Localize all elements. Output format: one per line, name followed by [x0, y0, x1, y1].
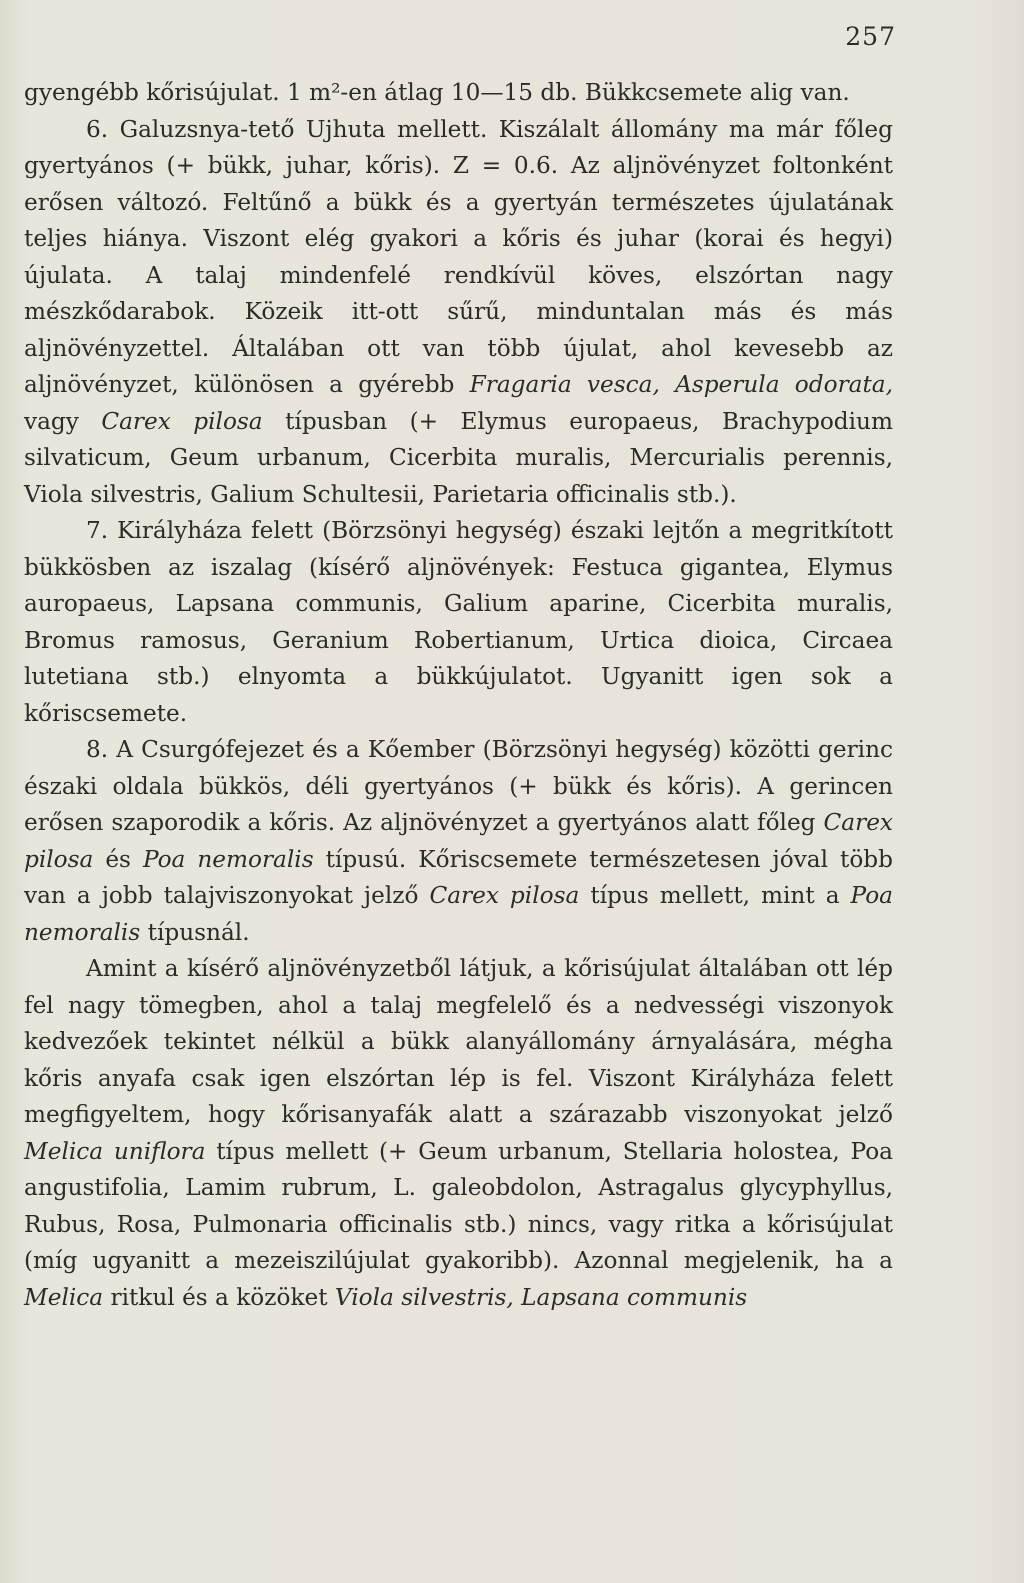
body-text [24, 75, 893, 1316]
text-segment: típus mellett (+ Geum urbanum, Stellaria holostea, Poa angustifolia, Lamim rubrum, L. galeobdolon, Astragalus glycyphyllus, Rubus, Rosa, Pulmonaria officinalis stb.) nincs, vagy ritka a kőrisújulat (míg ugyanitt a mezeiszilújulat gyakoribb). Azonnal megjelenik, ha a [24, 1137, 893, 1274]
text-segment: típusú. Kőriscsemete természetesen jóval több van a jobb talajviszonyokat jelző [24, 845, 893, 909]
italic-species-name: Fragaria vesca, Asperula odorata, [469, 371, 893, 398]
text-segment: típusban (+ Elymus europaeus, Brachypodium silvaticum, Geum urbanum, Cicerbita muralis, Mercurialis perennis, Viola silvestris, Galium Schultesii, Parietaria officinalis stb.). [24, 407, 893, 508]
paragraph-continuation [24, 75, 893, 112]
italic-species-name: Carex pilosa [429, 882, 580, 909]
italic-species-name: Viola silvestris, Lapsana communis [334, 1283, 748, 1311]
italic-species-name: Melica [24, 1283, 104, 1311]
paragraph-summary [24, 951, 893, 1316]
paragraph-item-8 [24, 732, 893, 951]
italic-species-name: Carex pilosa [24, 809, 893, 873]
text-segment: és [93, 845, 143, 873]
italic-species-name: Melica uniflora [24, 1137, 206, 1165]
paragraph-item-6 [24, 112, 893, 514]
page-number: 257 [845, 22, 896, 51]
italic-species-name: Poa nemoralis [24, 882, 893, 946]
text-segment: gyengébb kőrisújulat. 1 m²-en átlag 10—15 db. Bükkcsemete alig van. [24, 79, 850, 106]
text-segment: típus mellett, mint a [579, 882, 851, 909]
italic-species-name: Carex pilosa [101, 407, 263, 435]
italic-species-name: Poa nemoralis [142, 845, 314, 873]
text-segment: 7. Királyháza felett (Börzsönyi hegység) északi lejtőn a megritkított bükkösben az iszalag (kísérő aljnövények: Festuca gigantea, Elymus auropaeus, Lapsana communis, Galium aparine, Cicerbita muralis, Bromus ramosus, Geranium Robertianum, Urtica dioica, Circaea lutetiana stb.) elnyomta a bükkújulatot. Ugyanitt igen sok a kőriscsemete. [24, 517, 893, 727]
text-segment: típusnál. [140, 918, 250, 946]
text-segment: 6. Galuzsnya-tető Ujhuta mellett. Kiszálalt állomány ma már főleg gyertyános (+ bükk, juhar, kőris). Z = 0.6. Az aljnövényzet foltonként erősen változó. Feltűnő a bükk és a gyertyán természetes újulatának teljes hiánya. Viszont elég gyakori a kőris és juhar (korai és hegyi) újulata. A talaj mindenfelé rendkívül köves, elszórtan nagy mészkődarabok. Közeik itt-ott sűrű, minduntalan más és más aljnövényzettel. Általában ott van több újulat, ahol kevesebb az aljnövényzet, különösen a gyérebb [24, 115, 893, 398]
paragraph-item-7 [24, 513, 893, 732]
text-segment: 8. A Csurgófejezet és a Kőember (Börzsönyi hegység) közötti gerinc északi oldala bükkös, déli gyertyános (+ bükk és kőris). A gerincen erősen szaporodik a kőris. Az aljnövényzet a gyertyános alatt főleg [24, 736, 893, 836]
text-segment: Amint a kísérő aljnövényzetből látjuk, a kőrisújulat általában ott lép fel nagy tömegben, ahol a talaj megfelelő és a nedvességi viszonyok kedvezőek tekintet nélkül a bükk alanyállomány árnyalására, mégha kőris anyafa csak igen elszórtan lép is fel. Viszont Királyháza felett megfigyeltem, hogy kőrisanyafák alatt a szárazabb viszonyokat jelző [24, 955, 893, 1128]
text-segment: ritkul és a közöket [103, 1283, 335, 1311]
text-segment: vagy [24, 407, 102, 435]
